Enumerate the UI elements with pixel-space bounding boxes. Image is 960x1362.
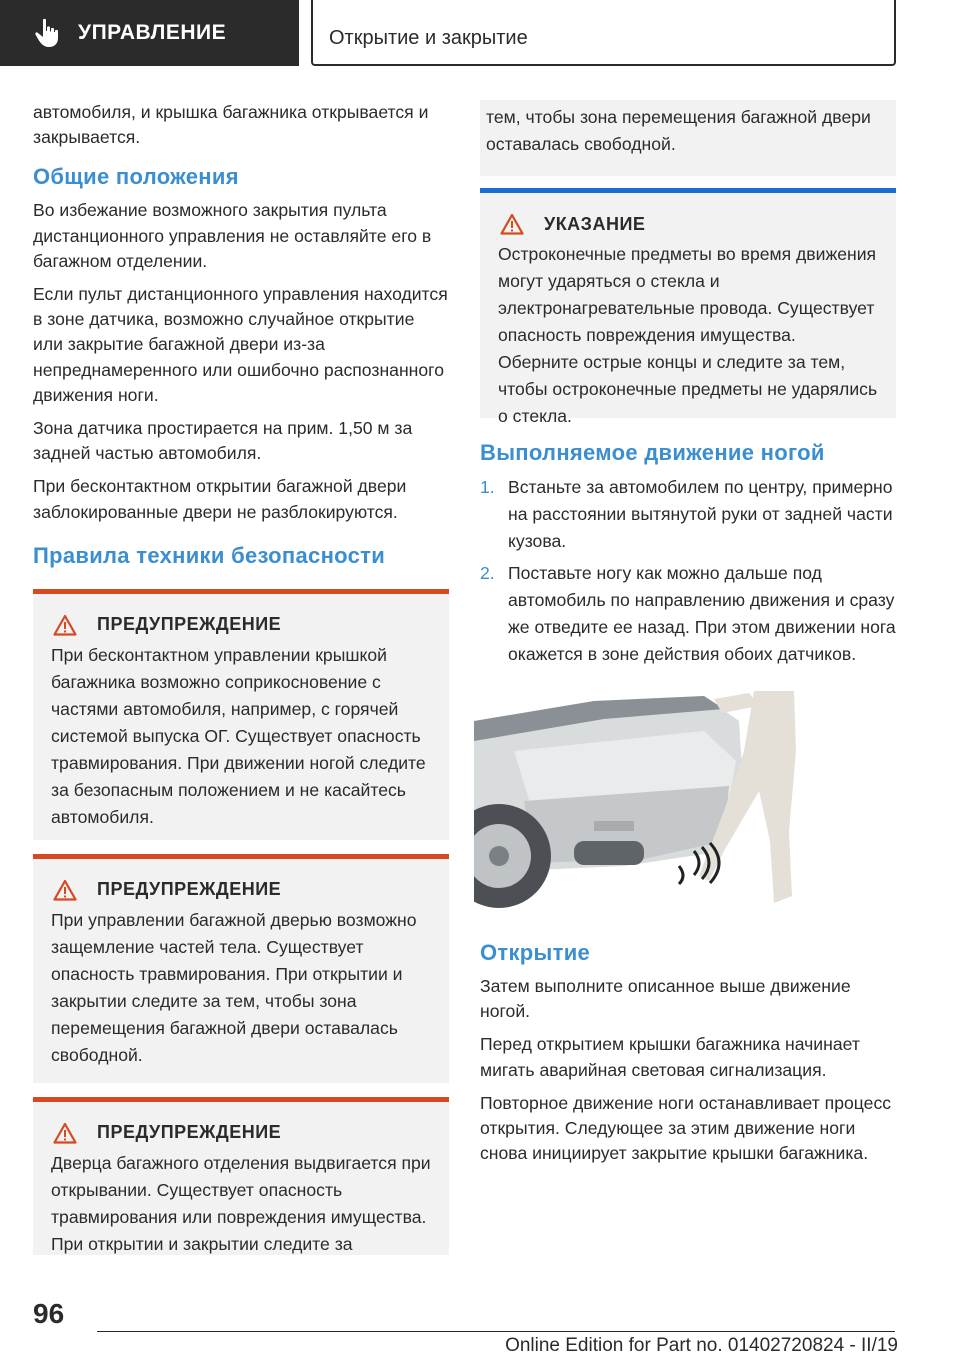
paragraph: При бесконтактном открытии багажной двери заблокированные двери не разблокируются. — [33, 476, 407, 522]
step-number: 1. — [480, 477, 495, 497]
warning-text: Дверца багажного отделения выдвигается при открывании. Существует опасность травмирования или повреждения имущества. При открытии и закрытии следите за — [51, 1152, 431, 1254]
heading-general: Общие положения — [33, 164, 239, 190]
step-text: Поставьте ногу как можно дальше под автомобиль по направлению движения и сразу же отведите ее назад. При этом движении нога окажется в зоне действия обоих датчиков. — [508, 563, 896, 664]
note-text: Остроконечные предметы во время движения могут ударяться о стекла и электронагревательные провода. Существует опасность повреждения имущества. Оберните острые концы и следите за тем, чтобы остроконечные предметы не ударялись о стекла. — [498, 244, 878, 426]
warning-title: ПРЕДУПРЕЖДЕНИЕ — [97, 1122, 282, 1143]
warning-title: ПРЕДУПРЕЖДЕНИЕ — [97, 614, 282, 635]
section-title: УПРАВЛЕНИЕ — [78, 21, 227, 44]
warning-triangle-icon — [500, 213, 524, 235]
paragraph: Во избежание возможного закрытия пульта дистанционного управления не оставляйте его в багажном отделении. — [33, 200, 432, 271]
warning-text: При бесконтактном управлении крышкой багажника возможно соприкосновение с частями автомобиля, например, с горячей системой выпуска ОГ. Существует опасность травмирования. При движении ногой следите за безопасным положением и не касайтесь автомобиля. — [51, 644, 426, 827]
paragraph: Повторное движение ноги останавливает процесс открытия. Следующее за этим движение ноги снова инициирует закрытие крышки багажника. — [480, 1092, 892, 1164]
paragraph: Затем выполните описанное выше движение ногой. — [480, 976, 851, 1022]
edition-text: Online Edition for Part no. 01402720824 - II/19 — [505, 1335, 898, 1356]
intro-text: автомобиля, и крышка багажника открывается и закрывается. — [33, 102, 429, 148]
footer-divider — [97, 1331, 895, 1332]
note-box — [480, 188, 896, 426]
step-text: Встаньте за автомобилем по центру, примерно на расстоянии вытянутой руки от задней части кузова. — [508, 477, 893, 551]
chapter-title: Открытие и закрытие — [329, 27, 528, 49]
warning-title: ПРЕДУПРЕЖДЕНИЕ — [97, 879, 282, 900]
foot-gesture-illustration — [474, 691, 810, 911]
paragraph: Если пульт дистанционного управления находится в зоне датчика, возможно случайное открытие или закрытие багажной двери из-за непреднамеренного или ошибочно распознанного движения ноги. — [33, 284, 448, 405]
paragraph: Зона датчика простирается на прим. 1,50 м за задней частью автомобиля. — [33, 418, 413, 464]
note-title: УКАЗАНИЕ — [544, 213, 646, 234]
heading-movement: Выполняемое движение ногой — [480, 440, 825, 465]
list-item — [480, 474, 896, 555]
chapter-tab — [311, 0, 896, 66]
page-number: 96 — [33, 1298, 65, 1329]
continued-text: тем, чтобы зона перемещения багажной двери оставалась свободной. — [486, 107, 871, 154]
continued-warning-box — [480, 100, 896, 176]
warning-triangle-icon — [53, 614, 77, 636]
hand-icon — [34, 18, 60, 48]
warning-box — [33, 854, 449, 1083]
heading-safety: Правила техники безопасности — [33, 542, 386, 568]
warning-box — [33, 589, 449, 840]
section-header — [0, 0, 299, 66]
heading-opening: Открытие — [480, 940, 591, 965]
warning-text: При управлении багажной дверью возможно защемление частей тела. Существует опасность травмирования. При открытии и закрытии следите за тем, чтобы зона перемещения багажной двери оставалась свободной. — [51, 909, 417, 1065]
warning-box — [33, 1097, 449, 1255]
list-item — [480, 560, 896, 668]
step-number: 2. — [480, 563, 495, 583]
steps-list — [480, 474, 896, 668]
right-column — [480, 100, 896, 1174]
warning-triangle-icon — [53, 1122, 77, 1144]
left-column — [33, 100, 449, 1255]
paragraph: Перед открытием крышки багажника начинает мигать аварийная световая сигнализация. — [480, 1034, 860, 1080]
warning-triangle-icon — [53, 879, 77, 901]
